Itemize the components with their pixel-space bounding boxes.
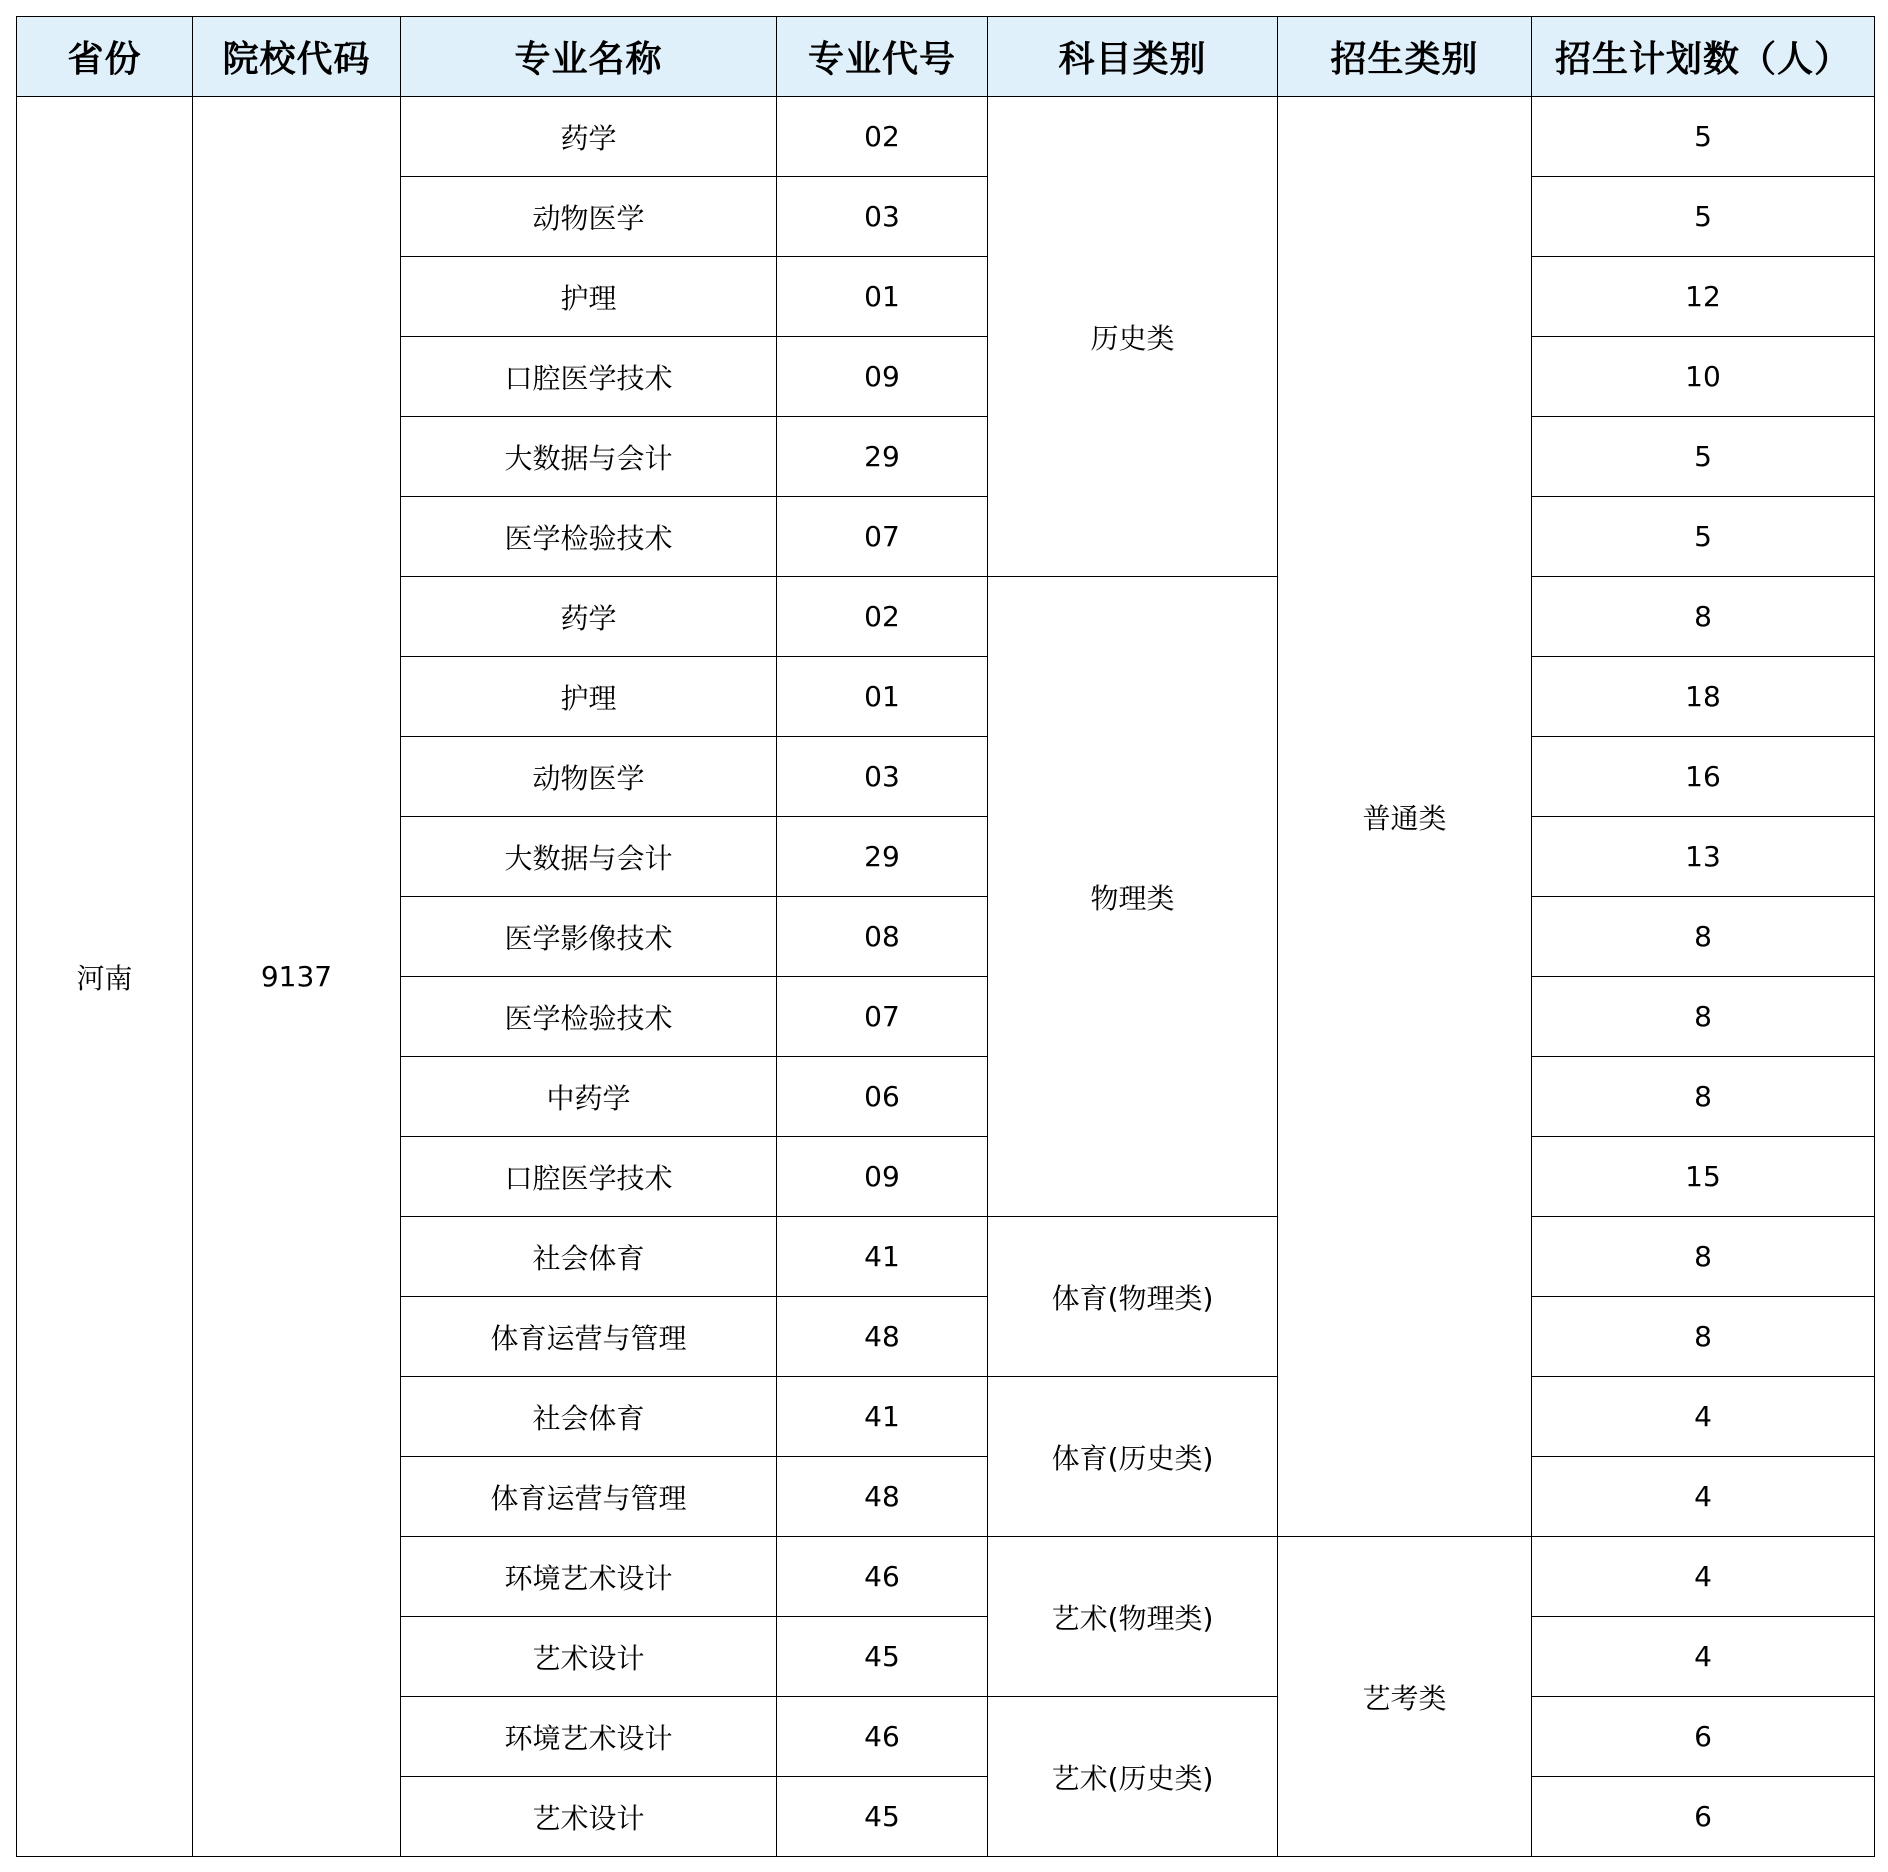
major-name-cell: 药学	[401, 97, 777, 177]
plan-count-cell: 6	[1532, 1777, 1875, 1857]
major-name-cell: 艺术设计	[401, 1617, 777, 1697]
plan-count-cell: 4	[1532, 1617, 1875, 1697]
province-cell: 河南	[17, 97, 193, 1857]
subject-category-history: 历史类	[988, 97, 1278, 577]
major-name-cell: 动物医学	[401, 177, 777, 257]
plan-count-cell: 4	[1532, 1537, 1875, 1617]
major-code-cell: 01	[777, 657, 988, 737]
table-body	[17, 97, 1875, 1857]
table-row	[17, 97, 1875, 177]
header-subject-category: 科目类别	[988, 17, 1278, 97]
plan-count-cell: 4	[1532, 1377, 1875, 1457]
major-name-cell: 药学	[401, 577, 777, 657]
major-code-cell: 09	[777, 1137, 988, 1217]
major-code-cell: 46	[777, 1697, 988, 1777]
major-code-cell: 29	[777, 417, 988, 497]
major-name-cell: 社会体育	[401, 1217, 777, 1297]
major-code-cell: 08	[777, 897, 988, 977]
plan-count-cell: 8	[1532, 577, 1875, 657]
major-code-cell: 07	[777, 977, 988, 1057]
major-name-cell: 口腔医学技术	[401, 1137, 777, 1217]
plan-count-cell: 5	[1532, 497, 1875, 577]
plan-count-cell: 10	[1532, 337, 1875, 417]
subject-category-art-physics: 艺术(物理类)	[988, 1537, 1278, 1697]
major-name-cell: 体育运营与管理	[401, 1297, 777, 1377]
plan-count-cell: 5	[1532, 97, 1875, 177]
plan-count-cell: 18	[1532, 657, 1875, 737]
header-admission-category: 招生类别	[1278, 17, 1532, 97]
plan-count-cell: 5	[1532, 417, 1875, 497]
major-code-cell: 03	[777, 737, 988, 817]
plan-count-cell: 13	[1532, 817, 1875, 897]
major-name-cell: 环境艺术设计	[401, 1697, 777, 1777]
plan-count-cell: 6	[1532, 1697, 1875, 1777]
major-code-cell: 45	[777, 1777, 988, 1857]
subject-category-art-history: 艺术(历史类)	[988, 1697, 1278, 1857]
major-code-cell: 09	[777, 337, 988, 417]
major-name-cell: 大数据与会计	[401, 417, 777, 497]
major-name-cell: 社会体育	[401, 1377, 777, 1457]
major-name-cell: 体育运营与管理	[401, 1457, 777, 1537]
plan-count-cell: 8	[1532, 897, 1875, 977]
admission-category-art: 艺考类	[1278, 1537, 1532, 1857]
subject-category-physics: 物理类	[988, 577, 1278, 1217]
major-code-cell: 41	[777, 1217, 988, 1297]
major-name-cell: 口腔医学技术	[401, 337, 777, 417]
major-name-cell: 医学检验技术	[401, 497, 777, 577]
plan-count-cell: 12	[1532, 257, 1875, 337]
major-name-cell: 医学影像技术	[401, 897, 777, 977]
plan-count-cell: 5	[1532, 177, 1875, 257]
plan-count-cell: 16	[1532, 737, 1875, 817]
table-header	[17, 17, 1875, 97]
major-code-cell: 48	[777, 1297, 988, 1377]
major-name-cell: 艺术设计	[401, 1777, 777, 1857]
admission-category-general: 普通类	[1278, 97, 1532, 1537]
major-code-cell: 03	[777, 177, 988, 257]
major-name-cell: 中药学	[401, 1057, 777, 1137]
subject-category-sports-history: 体育(历史类)	[988, 1377, 1278, 1537]
major-name-cell: 护理	[401, 257, 777, 337]
major-name-cell: 护理	[401, 657, 777, 737]
major-code-cell: 06	[777, 1057, 988, 1137]
header-plan-count: 招生计划数（人）	[1532, 17, 1875, 97]
major-code-cell: 07	[777, 497, 988, 577]
header-row	[17, 17, 1875, 97]
major-code-cell: 02	[777, 97, 988, 177]
plan-count-cell: 15	[1532, 1137, 1875, 1217]
school-code-cell: 9137	[193, 97, 401, 1857]
header-major-code: 专业代号	[777, 17, 988, 97]
major-code-cell: 46	[777, 1537, 988, 1617]
major-code-cell: 48	[777, 1457, 988, 1537]
major-code-cell: 29	[777, 817, 988, 897]
header-province: 省份	[17, 17, 193, 97]
major-name-cell: 动物医学	[401, 737, 777, 817]
plan-count-cell: 8	[1532, 1297, 1875, 1377]
major-name-cell: 环境艺术设计	[401, 1537, 777, 1617]
major-name-cell: 大数据与会计	[401, 817, 777, 897]
plan-count-cell: 8	[1532, 1057, 1875, 1137]
major-code-cell: 01	[777, 257, 988, 337]
enrollment-plan-table	[16, 16, 1875, 1857]
header-major-name: 专业名称	[401, 17, 777, 97]
plan-count-cell: 8	[1532, 977, 1875, 1057]
major-code-cell: 02	[777, 577, 988, 657]
plan-count-cell: 4	[1532, 1457, 1875, 1537]
major-code-cell: 41	[777, 1377, 988, 1457]
subject-category-sports-physics: 体育(物理类)	[988, 1217, 1278, 1377]
plan-count-cell: 8	[1532, 1217, 1875, 1297]
major-code-cell: 45	[777, 1617, 988, 1697]
major-name-cell: 医学检验技术	[401, 977, 777, 1057]
header-school-code: 院校代码	[193, 17, 401, 97]
